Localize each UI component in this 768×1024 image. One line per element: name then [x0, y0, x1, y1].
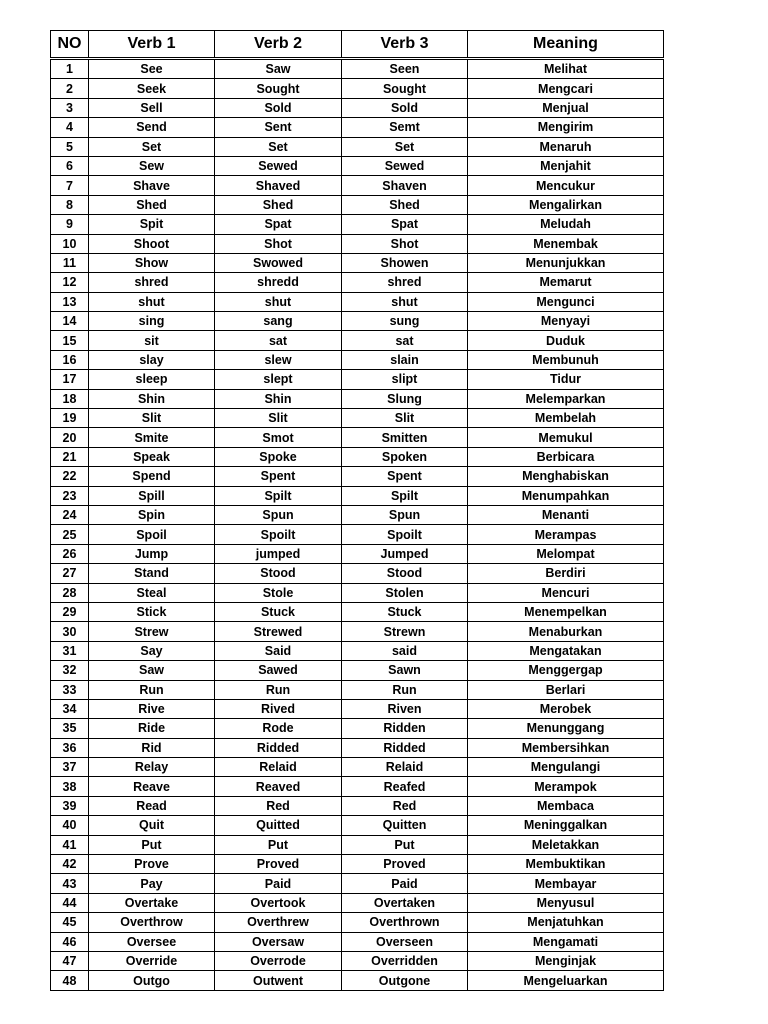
- cell-meaning: Menghabiskan: [468, 467, 664, 486]
- cell-no: 11: [51, 253, 89, 272]
- cell-meaning: Melihat: [468, 59, 664, 79]
- cell-verb-3: Semt: [342, 118, 468, 137]
- table-row: [51, 98, 664, 117]
- table-row: [51, 951, 664, 970]
- table-row: [51, 350, 664, 369]
- cell-verb-1: Rive: [89, 699, 215, 718]
- cell-no: 4: [51, 118, 89, 137]
- header-no: NO: [51, 31, 89, 59]
- cell-verb-2: Slit: [215, 409, 342, 428]
- cell-verb-2: sang: [215, 312, 342, 331]
- cell-verb-2: Shaved: [215, 176, 342, 195]
- cell-verb-1: Spend: [89, 467, 215, 486]
- cell-no: 8: [51, 195, 89, 214]
- cell-verb-2: Sawed: [215, 661, 342, 680]
- cell-no: 18: [51, 389, 89, 408]
- cell-verb-1: sleep: [89, 370, 215, 389]
- table-row: [51, 699, 664, 718]
- cell-verb-1: Jump: [89, 544, 215, 563]
- cell-no: 45: [51, 913, 89, 932]
- cell-meaning: Membunuh: [468, 350, 664, 369]
- header-meaning: Meaning: [468, 31, 664, 59]
- cell-meaning: Menaruh: [468, 137, 664, 156]
- cell-verb-3: Overthrown: [342, 913, 468, 932]
- cell-verb-1: Seek: [89, 79, 215, 98]
- cell-verb-2: slew: [215, 350, 342, 369]
- cell-verb-1: Shave: [89, 176, 215, 195]
- table-row: [51, 292, 664, 311]
- table-row: [51, 893, 664, 912]
- cell-verb-2: Rode: [215, 719, 342, 738]
- cell-verb-3: Smitten: [342, 428, 468, 447]
- cell-verb-1: Read: [89, 796, 215, 815]
- table-row: [51, 816, 664, 835]
- header-verb-3: Verb 3: [342, 31, 468, 59]
- table-row: [51, 913, 664, 932]
- cell-no: 29: [51, 602, 89, 621]
- cell-meaning: Menumpahkan: [468, 486, 664, 505]
- table-row: [51, 234, 664, 253]
- cell-verb-1: Speak: [89, 447, 215, 466]
- table-row: [51, 758, 664, 777]
- table-row: [51, 971, 664, 990]
- cell-verb-3: slipt: [342, 370, 468, 389]
- cell-verb-3: Relaid: [342, 758, 468, 777]
- cell-verb-3: Overtaken: [342, 893, 468, 912]
- cell-verb-1: Outgo: [89, 971, 215, 990]
- cell-verb-3: Shaven: [342, 176, 468, 195]
- cell-no: 26: [51, 544, 89, 563]
- cell-meaning: Mengunci: [468, 292, 664, 311]
- cell-meaning: Merobek: [468, 699, 664, 718]
- table-row: [51, 195, 664, 214]
- table-row: [51, 312, 664, 331]
- cell-verb-1: Overtake: [89, 893, 215, 912]
- table-row: [51, 137, 664, 156]
- cell-verb-1: Smite: [89, 428, 215, 447]
- cell-verb-1: Stand: [89, 564, 215, 583]
- cell-no: 48: [51, 971, 89, 990]
- cell-verb-3: Stood: [342, 564, 468, 583]
- cell-verb-2: Rived: [215, 699, 342, 718]
- cell-meaning: Menginjak: [468, 951, 664, 970]
- cell-verb-3: Paid: [342, 874, 468, 893]
- cell-verb-3: Red: [342, 796, 468, 815]
- cell-verb-3: slain: [342, 350, 468, 369]
- cell-verb-1: Spit: [89, 215, 215, 234]
- table-row: [51, 680, 664, 699]
- cell-no: 17: [51, 370, 89, 389]
- cell-verb-3: Jumped: [342, 544, 468, 563]
- cell-verb-3: Stolen: [342, 583, 468, 602]
- cell-verb-1: Sell: [89, 98, 215, 117]
- cell-verb-1: Rid: [89, 738, 215, 757]
- cell-verb-3: Slung: [342, 389, 468, 408]
- cell-meaning: Merampok: [468, 777, 664, 796]
- table-row: [51, 583, 664, 602]
- cell-verb-2: Oversaw: [215, 932, 342, 951]
- cell-verb-3: Strewn: [342, 622, 468, 641]
- cell-verb-2: Shot: [215, 234, 342, 253]
- cell-meaning: Menyusul: [468, 893, 664, 912]
- cell-verb-3: Spun: [342, 505, 468, 524]
- cell-meaning: Mencuri: [468, 583, 664, 602]
- cell-verb-1: Spoil: [89, 525, 215, 544]
- cell-verb-2: Sent: [215, 118, 342, 137]
- cell-no: 43: [51, 874, 89, 893]
- cell-no: 44: [51, 893, 89, 912]
- cell-no: 1: [51, 59, 89, 79]
- cell-verb-3: Spoilt: [342, 525, 468, 544]
- cell-meaning: Melompat: [468, 544, 664, 563]
- cell-no: 35: [51, 719, 89, 738]
- cell-meaning: Menempelkan: [468, 602, 664, 621]
- table-row: [51, 156, 664, 175]
- cell-verb-2: Spat: [215, 215, 342, 234]
- cell-verb-1: Quit: [89, 816, 215, 835]
- table-row: [51, 796, 664, 815]
- cell-verb-1: Ride: [89, 719, 215, 738]
- cell-verb-1: Spin: [89, 505, 215, 524]
- cell-no: 31: [51, 641, 89, 660]
- cell-verb-3: Spoken: [342, 447, 468, 466]
- cell-verb-3: Stuck: [342, 602, 468, 621]
- cell-verb-3: Overridden: [342, 951, 468, 970]
- cell-no: 2: [51, 79, 89, 98]
- cell-verb-3: Overseen: [342, 932, 468, 951]
- cell-verb-1: Put: [89, 835, 215, 854]
- cell-verb-1: See: [89, 59, 215, 79]
- cell-no: 28: [51, 583, 89, 602]
- table-row: [51, 467, 664, 486]
- cell-verb-1: Override: [89, 951, 215, 970]
- cell-meaning: Menjatuhkan: [468, 913, 664, 932]
- cell-verb-3: Spilt: [342, 486, 468, 505]
- cell-no: 24: [51, 505, 89, 524]
- table-row: [51, 118, 664, 137]
- cell-no: 20: [51, 428, 89, 447]
- cell-verb-2: shut: [215, 292, 342, 311]
- cell-verb-2: Overrode: [215, 951, 342, 970]
- cell-meaning: Berbicara: [468, 447, 664, 466]
- cell-verb-2: Stole: [215, 583, 342, 602]
- cell-verb-1: shred: [89, 273, 215, 292]
- table-row: [51, 253, 664, 272]
- cell-no: 5: [51, 137, 89, 156]
- cell-verb-1: Pay: [89, 874, 215, 893]
- cell-verb-2: Spent: [215, 467, 342, 486]
- cell-meaning: Menunjukkan: [468, 253, 664, 272]
- cell-meaning: Menunggang: [468, 719, 664, 738]
- cell-meaning: Menaburkan: [468, 622, 664, 641]
- cell-verb-2: Spun: [215, 505, 342, 524]
- cell-no: 32: [51, 661, 89, 680]
- cell-verb-2: Paid: [215, 874, 342, 893]
- table-row: [51, 719, 664, 738]
- cell-verb-2: Said: [215, 641, 342, 660]
- cell-meaning: Menanti: [468, 505, 664, 524]
- cell-verb-3: Shed: [342, 195, 468, 214]
- cell-verb-2: Shed: [215, 195, 342, 214]
- cell-meaning: Menjual: [468, 98, 664, 117]
- cell-verb-3: Put: [342, 835, 468, 854]
- table-row: [51, 331, 664, 350]
- table-row: [51, 661, 664, 680]
- table-row: [51, 544, 664, 563]
- table-row: [51, 564, 664, 583]
- cell-verb-2: Spoilt: [215, 525, 342, 544]
- cell-verb-1: Prove: [89, 855, 215, 874]
- cell-no: 47: [51, 951, 89, 970]
- table-row: [51, 738, 664, 757]
- table-row: [51, 932, 664, 951]
- cell-meaning: Memarut: [468, 273, 664, 292]
- cell-no: 36: [51, 738, 89, 757]
- cell-verb-1: sit: [89, 331, 215, 350]
- cell-no: 30: [51, 622, 89, 641]
- cell-verb-1: Send: [89, 118, 215, 137]
- cell-verb-2: slept: [215, 370, 342, 389]
- cell-verb-2: Set: [215, 137, 342, 156]
- cell-no: 38: [51, 777, 89, 796]
- cell-verb-3: Reafed: [342, 777, 468, 796]
- cell-no: 19: [51, 409, 89, 428]
- table-row: [51, 855, 664, 874]
- cell-no: 25: [51, 525, 89, 544]
- cell-verb-1: Shed: [89, 195, 215, 214]
- cell-meaning: Membersihkan: [468, 738, 664, 757]
- cell-verb-3: Shot: [342, 234, 468, 253]
- cell-verb-3: Riven: [342, 699, 468, 718]
- cell-verb-2: Swowed: [215, 253, 342, 272]
- cell-meaning: Menggergap: [468, 661, 664, 680]
- cell-verb-2: Shin: [215, 389, 342, 408]
- cell-no: 27: [51, 564, 89, 583]
- cell-meaning: Melemparkan: [468, 389, 664, 408]
- table-row: [51, 486, 664, 505]
- cell-verb-1: Show: [89, 253, 215, 272]
- cell-verb-3: Slit: [342, 409, 468, 428]
- cell-verb-3: Sawn: [342, 661, 468, 680]
- cell-verb-2: Red: [215, 796, 342, 815]
- cell-verb-3: Sought: [342, 79, 468, 98]
- cell-verb-2: Strewed: [215, 622, 342, 641]
- cell-meaning: Mengalirkan: [468, 195, 664, 214]
- cell-verb-2: Spoke: [215, 447, 342, 466]
- cell-verb-2: Overtook: [215, 893, 342, 912]
- cell-verb-3: sung: [342, 312, 468, 331]
- cell-verb-2: Sold: [215, 98, 342, 117]
- cell-verb-1: sing: [89, 312, 215, 331]
- cell-meaning: Mengeluarkan: [468, 971, 664, 990]
- cell-meaning: Mencukur: [468, 176, 664, 195]
- cell-meaning: Meninggalkan: [468, 816, 664, 835]
- cell-verb-2: shredd: [215, 273, 342, 292]
- cell-verb-1: Overthrow: [89, 913, 215, 932]
- document-page: [50, 30, 663, 991]
- cell-verb-2: Put: [215, 835, 342, 854]
- cell-verb-1: Reave: [89, 777, 215, 796]
- cell-verb-1: Set: [89, 137, 215, 156]
- cell-no: 46: [51, 932, 89, 951]
- cell-verb-2: Stood: [215, 564, 342, 583]
- cell-meaning: Membelah: [468, 409, 664, 428]
- irregular-verbs-table: [50, 30, 664, 991]
- cell-no: 34: [51, 699, 89, 718]
- cell-meaning: Mengamati: [468, 932, 664, 951]
- table-row: [51, 835, 664, 854]
- cell-no: 13: [51, 292, 89, 311]
- cell-meaning: Menyayi: [468, 312, 664, 331]
- table-row: [51, 273, 664, 292]
- cell-meaning: Menembak: [468, 234, 664, 253]
- table-row: [51, 777, 664, 796]
- cell-no: 9: [51, 215, 89, 234]
- cell-meaning: Mengirim: [468, 118, 664, 137]
- cell-verb-3: Spent: [342, 467, 468, 486]
- cell-no: 15: [51, 331, 89, 350]
- table-row: [51, 370, 664, 389]
- cell-verb-1: shut: [89, 292, 215, 311]
- cell-no: 33: [51, 680, 89, 699]
- cell-verb-1: Saw: [89, 661, 215, 680]
- cell-verb-2: sat: [215, 331, 342, 350]
- cell-meaning: Meludah: [468, 215, 664, 234]
- cell-no: 23: [51, 486, 89, 505]
- cell-verb-3: said: [342, 641, 468, 660]
- cell-verb-1: Shin: [89, 389, 215, 408]
- cell-verb-1: Relay: [89, 758, 215, 777]
- cell-no: 39: [51, 796, 89, 815]
- cell-no: 37: [51, 758, 89, 777]
- table-row: [51, 215, 664, 234]
- cell-verb-2: Outwent: [215, 971, 342, 990]
- cell-verb-3: Sold: [342, 98, 468, 117]
- cell-verb-2: Ridded: [215, 738, 342, 757]
- table-row: [51, 176, 664, 195]
- cell-verb-1: Sew: [89, 156, 215, 175]
- table-row: [51, 602, 664, 621]
- cell-meaning: Meletakkan: [468, 835, 664, 854]
- table-row: [51, 409, 664, 428]
- table-row: [51, 622, 664, 641]
- cell-meaning: Menjahit: [468, 156, 664, 175]
- table-row: [51, 389, 664, 408]
- table-row: [51, 874, 664, 893]
- cell-meaning: Duduk: [468, 331, 664, 350]
- cell-verb-3: Outgone: [342, 971, 468, 990]
- cell-verb-3: Ridden: [342, 719, 468, 738]
- cell-verb-3: Quitten: [342, 816, 468, 835]
- cell-verb-3: Seen: [342, 59, 468, 79]
- cell-verb-3: Set: [342, 137, 468, 156]
- cell-no: 42: [51, 855, 89, 874]
- cell-verb-3: sat: [342, 331, 468, 350]
- cell-verb-1: Say: [89, 641, 215, 660]
- cell-no: 10: [51, 234, 89, 253]
- cell-meaning: Mengatakan: [468, 641, 664, 660]
- cell-meaning: Mengulangi: [468, 758, 664, 777]
- cell-meaning: Membayar: [468, 874, 664, 893]
- cell-verb-2: Smot: [215, 428, 342, 447]
- cell-meaning: Merampas: [468, 525, 664, 544]
- cell-no: 41: [51, 835, 89, 854]
- cell-meaning: Berdiri: [468, 564, 664, 583]
- cell-no: 16: [51, 350, 89, 369]
- cell-no: 22: [51, 467, 89, 486]
- cell-verb-2: Quitted: [215, 816, 342, 835]
- table-row: [51, 59, 664, 79]
- cell-meaning: Berlari: [468, 680, 664, 699]
- table-row: [51, 447, 664, 466]
- cell-verb-1: Strew: [89, 622, 215, 641]
- cell-verb-2: jumped: [215, 544, 342, 563]
- cell-meaning: Mengcari: [468, 79, 664, 98]
- cell-verb-2: Sewed: [215, 156, 342, 175]
- cell-no: 14: [51, 312, 89, 331]
- cell-verb-2: Proved: [215, 855, 342, 874]
- cell-verb-1: Run: [89, 680, 215, 699]
- cell-meaning: Memukul: [468, 428, 664, 447]
- header-row: [51, 31, 664, 59]
- cell-meaning: Tidur: [468, 370, 664, 389]
- cell-verb-2: Run: [215, 680, 342, 699]
- cell-verb-1: Spill: [89, 486, 215, 505]
- cell-verb-1: slay: [89, 350, 215, 369]
- cell-meaning: Membuktikan: [468, 855, 664, 874]
- cell-verb-3: Sewed: [342, 156, 468, 175]
- table-row: [51, 641, 664, 660]
- cell-no: 7: [51, 176, 89, 195]
- table-row: [51, 428, 664, 447]
- cell-verb-2: Saw: [215, 59, 342, 79]
- cell-verb-3: shut: [342, 292, 468, 311]
- cell-verb-1: Shoot: [89, 234, 215, 253]
- cell-verb-1: Oversee: [89, 932, 215, 951]
- cell-no: 12: [51, 273, 89, 292]
- cell-verb-2: Reaved: [215, 777, 342, 796]
- table-row: [51, 79, 664, 98]
- cell-meaning: Membaca: [468, 796, 664, 815]
- cell-verb-3: Ridded: [342, 738, 468, 757]
- cell-verb-2: Overthrew: [215, 913, 342, 932]
- cell-verb-1: Steal: [89, 583, 215, 602]
- cell-verb-3: Proved: [342, 855, 468, 874]
- cell-verb-3: Run: [342, 680, 468, 699]
- cell-verb-3: Spat: [342, 215, 468, 234]
- header-verb-2: Verb 2: [215, 31, 342, 59]
- cell-verb-1: Stick: [89, 602, 215, 621]
- cell-verb-2: Stuck: [215, 602, 342, 621]
- cell-verb-3: Showen: [342, 253, 468, 272]
- cell-no: 40: [51, 816, 89, 835]
- cell-verb-2: Spilt: [215, 486, 342, 505]
- cell-no: 3: [51, 98, 89, 117]
- cell-verb-2: Relaid: [215, 758, 342, 777]
- header-verb-1: Verb 1: [89, 31, 215, 59]
- table-body: [51, 59, 664, 991]
- cell-verb-3: shred: [342, 273, 468, 292]
- cell-verb-1: Slit: [89, 409, 215, 428]
- table-row: [51, 525, 664, 544]
- cell-no: 6: [51, 156, 89, 175]
- cell-verb-2: Sought: [215, 79, 342, 98]
- table-header: [51, 31, 664, 59]
- table-row: [51, 505, 664, 524]
- cell-no: 21: [51, 447, 89, 466]
